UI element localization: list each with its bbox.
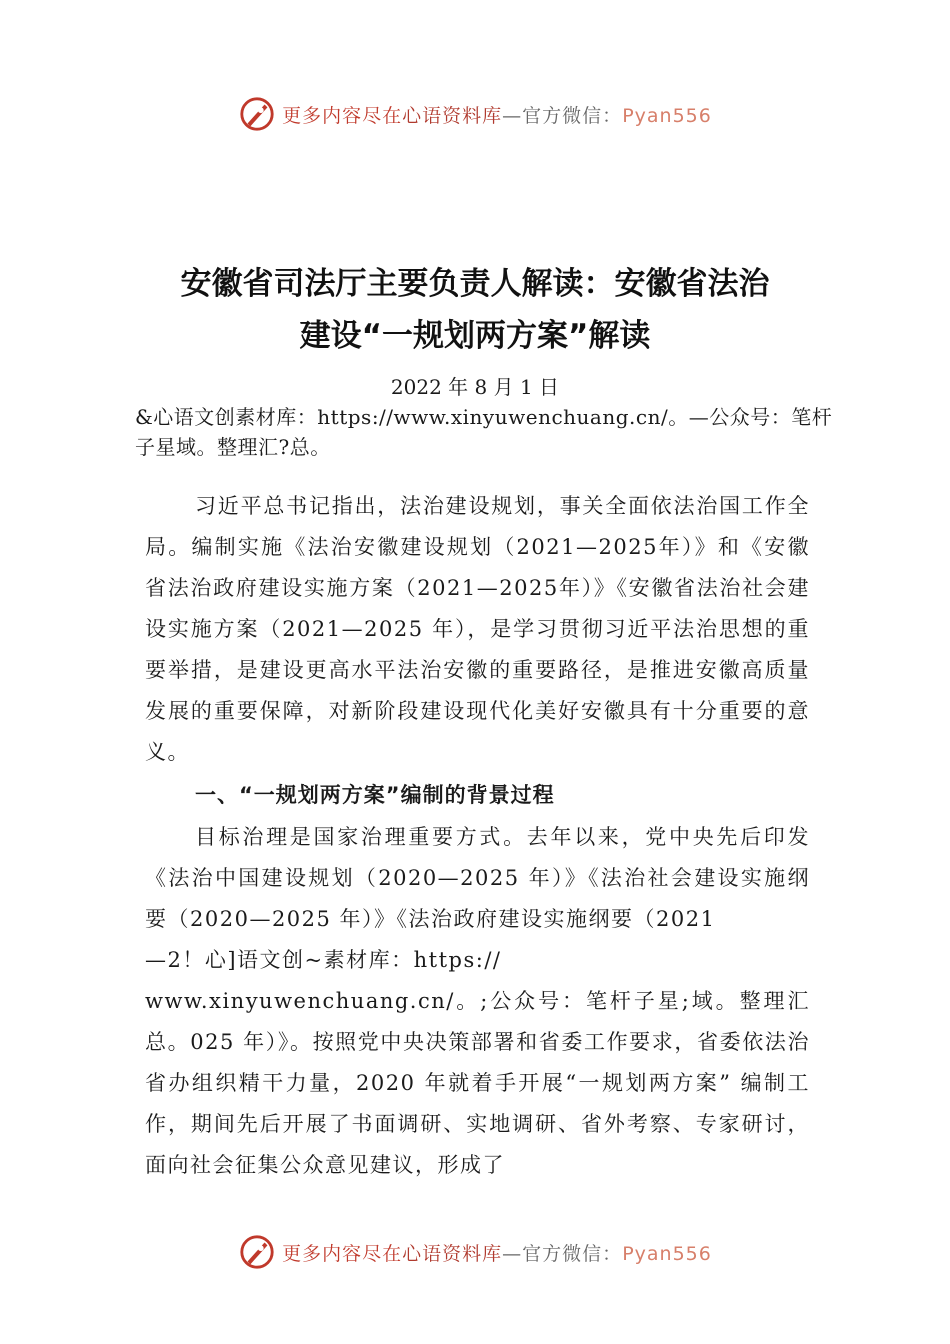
banner-wechat-id: Pyan556 (622, 104, 712, 127)
banner-library: 心语资料库 (402, 104, 503, 127)
banner-official: —官方微信： (502, 104, 623, 127)
paragraph-4: www.xinyuwenchuang.cn/。;公众号：笔杆子星;域。整理汇总。025 年）》。按照党中央决策部署和省委工作要求，省委依法治省办组织精干力量，2020 年就着手开展“一规划两方案” 编制工作，期间先后开展了书面调研、实地调研、省外考察、专家研讨，面向社会征集公众意见建议，形成了 (145, 989, 810, 1177)
paragraph-1: 习近平总书记指出，法治建设规划，事关全面依法治国工作全局。编制实施《法治安徽建设规划（2021—2025年）》和《安徽省法治政府建设实施方案（2021—2025年）》《安徽省法治社会建设实施方案（2021—2025 年），是学习贯彻习近平法治思想的重要举措，是建设更高水平法治安徽的重要路径，是推进安徽高质量发展的重要保障，对新阶段建设现代化美好安徽具有十分重要的意义。 (145, 494, 810, 764)
header-banner (0, 94, 950, 134)
title-line-2: 建设“一规划两方案”解读 (299, 318, 651, 354)
banner-library: 心语资料库 (402, 1242, 503, 1265)
banner-prefix: 更多内容尽在 (282, 104, 403, 127)
pen-logo-icon (238, 95, 276, 133)
publish-date: 2022 年 8 月 1 日 (390, 375, 560, 399)
banner-text (282, 101, 712, 128)
paragraph-2: 目标治理是国家治理重要方式。去年以来，党中央先后印发《法治中国建设规划（2020—2025 年）》《法治社会建设实施纲要（2020—2025 年）》《法治政府建设实施纲要（2021 (145, 825, 810, 931)
pen-logo-icon (238, 1233, 276, 1271)
section-heading-1: 一、“一规划两方案”编制的背景过程 (195, 783, 555, 807)
source-note: &心语文创素材库：https://www.xinyuwenchuang.cn/。—公众号：笔杆子星域。整理汇?总。 (135, 405, 833, 459)
banner-prefix: 更多内容尽在 (282, 1242, 403, 1265)
article-body (145, 486, 810, 1186)
banner-text (282, 1239, 712, 1266)
footer-banner (0, 1232, 950, 1272)
page-title (0, 258, 950, 362)
paragraph-3: —2！心]语文创~素材库：https:// (145, 948, 502, 972)
title-line-1: 安徽省司法厅主要负责人解读：安徽省法治 (180, 266, 770, 302)
banner-official: —官方微信： (502, 1242, 623, 1265)
banner-wechat-id: Pyan556 (622, 1242, 712, 1265)
